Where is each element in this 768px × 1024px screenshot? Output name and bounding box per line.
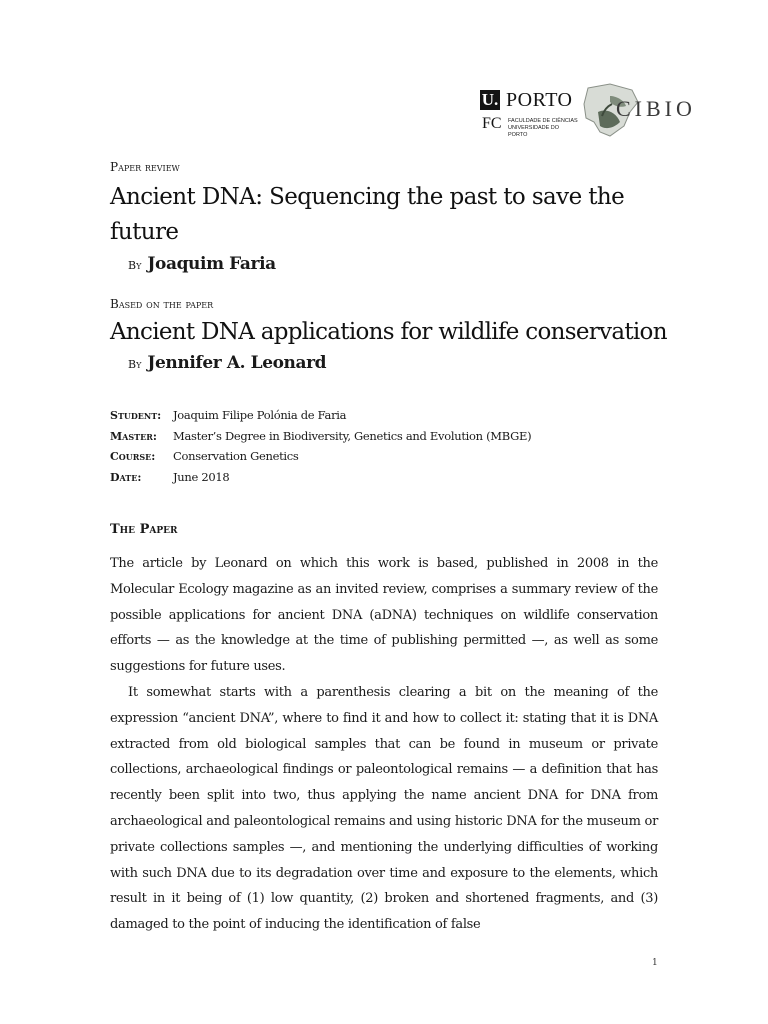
cibio-wordmark: CIBIO xyxy=(616,96,696,121)
paragraph: It somewhat starts with a parenthesis clearing a bit on the meaning of the expression “ancient DNA”, where to find it and how to collect it: stating that it is DNA extracted from old biological samples that can be found in museum or private collections, archaeological findings or paleontological remains — a definition that has recently been split into two, thus applying the name ancient DNA for DNA from archaeological and paleontological remains and using historic DNA for the museum or private collections samples —, and mentioning the underlying difficulties of working with such DNA due to its degradation over time and exposure to the elements, which result in it being of (1) low quantity, (2) broken and shortened fragments, and (3) damaged to the point of inducing the identification of false xyxy=(110,684,658,933)
meta-row-master xyxy=(110,429,630,450)
meta-row-course xyxy=(110,449,630,470)
author-name: Joaquim Faria xyxy=(147,254,276,274)
meta-key: Course: xyxy=(110,450,156,463)
by-label: By xyxy=(128,259,142,272)
metadata-table xyxy=(110,408,630,490)
source-paper-title: Ancient DNA applications for wildlife conservation xyxy=(110,319,667,345)
body-text xyxy=(110,551,658,938)
paragraph: The article by Leonard on which this work is based, published in 2008 in the Molecular Ecology magazine as an invited review, comprises a summary review of the possible applications for ancient DNA (aDNA) techniques on wildlife conservation efforts — as the knowledge at the time of publishing permitted —, as well as some suggestions for future uses. xyxy=(110,556,658,675)
section-heading: The Paper xyxy=(110,522,178,537)
paper-review-label: Paper review xyxy=(110,160,180,174)
meta-key: Date: xyxy=(110,470,142,484)
meta-value: Master’s Degree in Biodiversity, Genetics and Evolution (MBGE) xyxy=(173,428,532,443)
page-title: Ancient DNA: Sequencing the past to save the future xyxy=(110,184,625,245)
meta-value: Conservation Genetics xyxy=(173,449,299,463)
meta-key: Student: xyxy=(110,409,162,422)
meta-row-date xyxy=(110,470,630,491)
meta-value: Joaquim Filipe Polónia de Faria xyxy=(173,408,347,422)
cibio-logo xyxy=(580,82,700,140)
meta-value: June 2018 xyxy=(173,469,230,484)
source-author-name: Jennifer A. Leonard xyxy=(147,353,327,373)
fc-mark: FC xyxy=(482,115,502,132)
based-on-label: Based on the paper xyxy=(110,297,214,311)
u-mark: U. xyxy=(481,90,499,109)
by-label: By xyxy=(128,358,142,371)
source-author-line xyxy=(128,353,326,373)
faculty-name: FACULDADE DE CIÊNCIAS UNIVERSIDADE DO PORTO xyxy=(508,118,578,138)
porto-wordmark: PORTO xyxy=(506,89,573,111)
author-line xyxy=(128,254,276,274)
university-of-porto-logo xyxy=(480,88,580,140)
meta-key: Master: xyxy=(110,429,157,443)
meta-row-student xyxy=(110,408,630,429)
page-number: 1 xyxy=(652,958,658,968)
